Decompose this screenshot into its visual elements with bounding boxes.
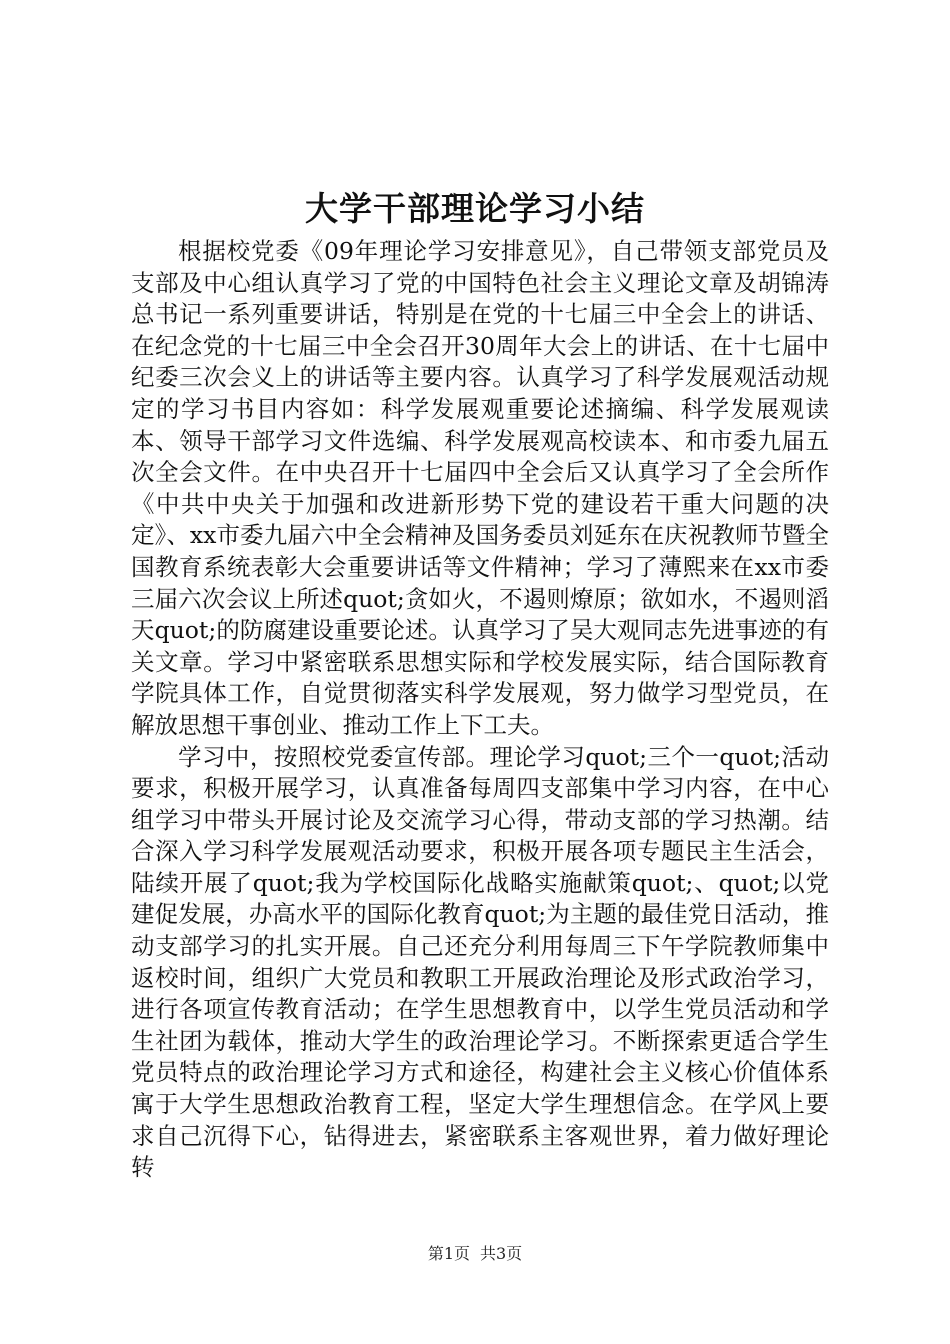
page-footer: [0, 1242, 950, 1266]
document-body: [131, 236, 829, 1184]
paragraph-2: 学习中，按照校党委宣传部。理论学习quot;三个一quot;活动要求，积极开展学习，认真准备每周四支部集中学习内容，在中心组学习中带头开展讨论及交流学习心得，带动支部的学习热潮。结合深入学习科学发展观活动要求，积极开展各项专题民主生活会，陆续开展了quot;我为学校国际化战略实施献策quot;、quot;以党建促发展，办高水平的国际化教育quot;为主题的最佳党日活动，推动支部学习的扎实开展。自己还充分利用每周三下午学院教师集中返校时间，组织广大党员和教职工开展政治理论及形式政治学习，进行各项宣传教育活动；在学生思想教育中，以学生党员活动和学生社团为载体，推动大学生的政治理论学习。不断探索更适合学生党员特点的政治理论学习方式和途径，构建社会主义核心价值体系寓于大学生思想政治教育工程，坚定大学生理想信念。在学风上要求自己沉得下心，钻得进去，紧密联系主客观世界，着力做好理论转: [131, 742, 829, 1182]
page-number: 第1页: [427, 1244, 470, 1263]
page-total: 共3页: [480, 1244, 523, 1263]
paragraph-1: 根据校党委《09年理论学习安排意见》，自己带领支部党员及支部及中心组认真学习了党的中国特色社会主义理论文章及胡锦涛总书记一系列重要讲话，特别是在党的十七届三中全会上的讲话、在纪念党的十七届三中全会召开30周年大会上的讲话、在十七届中纪委三次会义上的讲话等主要内容。认真学习了科学发展观活动规定的学习书目内容如：科学发展观重要论述摘编、科学发展观读本、领导干部学习文件选编、科学发展观高校读本、和市委九届五次全会文件。在中央召开十七届四中全会后又认真学习了全会所作《中共中央关于加强和改进新形势下党的建设若干重大问题的决定》、xx市委九届六中全会精神及国务委员刘延东在庆祝教师节暨全国教育系统表彰大会重要讲话等文件精神；学习了薄熙来在xx市委三届六次会议上所述quot;贪如火，不遏则燎原；欲如水，不遏则滔天quot;的防腐建设重要论述。认真学习了吴大观同志先进事迹的有关文章。学习中紧密联系思想实际和学校发展实际，结合国际教育学院具体工作，自觉贯彻落实科学发展观，努力做学习型党员，在解放思想干事创业、推动工作上下工夫。: [131, 237, 829, 739]
document-title: 大学干部理论学习小结: [305, 189, 645, 228]
